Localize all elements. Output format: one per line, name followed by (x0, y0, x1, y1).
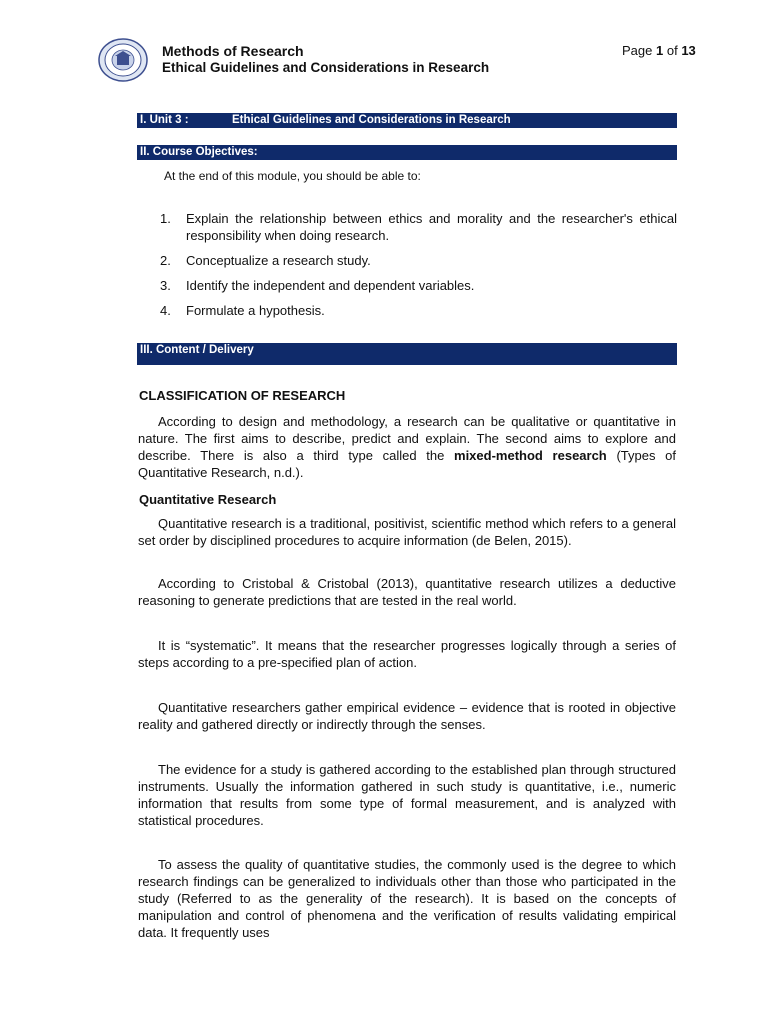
list-item: 1. Explain the relationship between ethics and morality and the researcher's ethical responsibility when doing research. (160, 211, 677, 243)
list-item: 2. Conceptualize a research study. (160, 253, 371, 268)
paragraph: It is “systematic”. It means that the researcher progresses logically through a series of steps according to a pre-specified plan of action. (138, 638, 676, 670)
section-heading-quantitative: Quantitative Research (139, 492, 277, 507)
objectives-label: II. Course Objectives: (140, 146, 258, 158)
mixed-method-term: mixed-method research (454, 448, 607, 463)
paragraph: To assess the quality of quantitative studies, the commonly used is the degree to which research findings can be generalized to individuals other than those who participated in the study (Referred to as the generality of the research). It is based on the concepts of manipulation and control of phenomena and the verification of results validating empirical data. It frequently uses (138, 857, 676, 940)
unit-label: I. Unit 3 : (140, 114, 189, 126)
objectives-bar (137, 145, 677, 160)
list-item: 3. Identify the independent and dependent variables. (160, 278, 475, 293)
content-label: III. Content / Delivery (140, 344, 254, 356)
document-title: Methods of Research (162, 43, 304, 59)
university-seal-icon (98, 38, 148, 82)
paragraph: According to Cristobal & Cristobal (2013), quantitative research utilizes a deductive reasoning to generate predictions that are tested in the real world. (138, 576, 676, 608)
paragraph: Quantitative researchers gather empirical evidence – evidence that is rooted in objective reality and gathered directly or indirectly through the senses. (138, 700, 676, 732)
paragraph: Quantitative research is a traditional, positivist, scientific method which refers to a general set order by disciplined procedures to acquire information (de Belen, 2015). (138, 516, 676, 548)
section-heading-classification: CLASSIFICATION OF RESEARCH (139, 388, 346, 403)
content-bar (137, 343, 677, 365)
page-total: 13 (681, 43, 696, 58)
objectives-list (160, 210, 677, 319)
unit-title: Ethical Guidelines and Considerations in Research (232, 114, 511, 126)
page-indicator (622, 43, 696, 58)
page-current: 1 (656, 43, 664, 58)
list-item: 4. Formulate a hypothesis. (160, 303, 325, 318)
classification-paragraph: According to design and methodology, a research can be qualitative or quantitative in nature. The first aims to describe, predict and explain. The second aims to explore and describe. There is also a third type called the mixed-method research (Types of Quantitative Research, n.d.). (138, 414, 676, 480)
paragraph: The evidence for a study is gathered according to the established plan through structured instruments. Usually the information gathered in such study is quantitative, i.e., numeric information that results from some type of formal measurement, and is analyzed with statistical procedures. (138, 762, 676, 828)
page-of: of (666, 43, 678, 58)
unit-bar (137, 113, 677, 128)
page-label: Page (622, 43, 653, 58)
objectives-intro: At the end of this module, you should be able to: (164, 169, 421, 183)
document-subtitle: Ethical Guidelines and Considerations in Research (162, 60, 490, 75)
